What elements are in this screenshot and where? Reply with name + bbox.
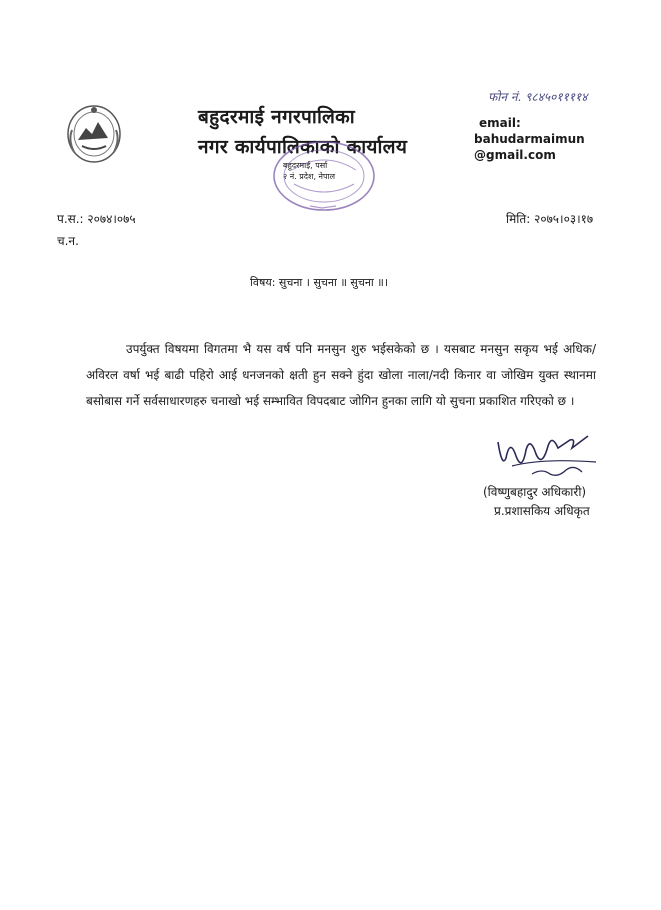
address-line-1: बहुदरमाई, पर्सा	[283, 161, 328, 170]
organization-name: बहुदरमाई नगरपालिका	[198, 106, 355, 128]
address-line-2: २ नं. प्रदेश, नेपाल	[283, 172, 336, 181]
email-address-line-1: bahudarmaimun	[474, 132, 585, 146]
signatory-name: (विष्णुबहादुर अधिकारी)	[483, 485, 587, 499]
subject-line: विषय: सुचना । सुचना ॥ सुचना ॥।	[250, 276, 389, 289]
nepal-emblem-icon	[64, 100, 124, 166]
reference-number: प.स.: २०७४।०७५	[57, 212, 136, 226]
office-name: नगर कार्यपालिकाको कार्यालय	[198, 136, 408, 158]
notice-body: उपर्युक्त विषयमा विगतमा भै यस वर्ष पनि मनसुन शुरु भईसकेको छ । यसबाट मनसुन सकृय भई अधिक/अविरल वर्षा भई बाढी पहिरो आई धनजनको क्षती हुन सक्ने हुंदा खोला नाला/नदी किनार वा जोखिम युक्त स्थानमा बसोबास गर्ने सर्वसाधारणहरु चनाखो भई सम्भावित विपदबाट जोगिन हुनका लागि यो सुचना प्रकाशित गरिएको छ ।	[86, 342, 596, 408]
email-label: email:	[479, 116, 521, 130]
office-stamp	[262, 140, 382, 220]
dispatch-number: च.न.	[57, 234, 79, 248]
signatory-title: प्र.प्रशासकिय अधिकृत	[494, 504, 590, 518]
handwritten-signature	[492, 428, 602, 480]
phone-number: फोन नं. ९८४५०११११४	[488, 90, 588, 104]
letter-date: मिति: २०७५।०३।१७	[506, 212, 594, 226]
email-address-line-2: @gmail.com	[474, 148, 556, 162]
